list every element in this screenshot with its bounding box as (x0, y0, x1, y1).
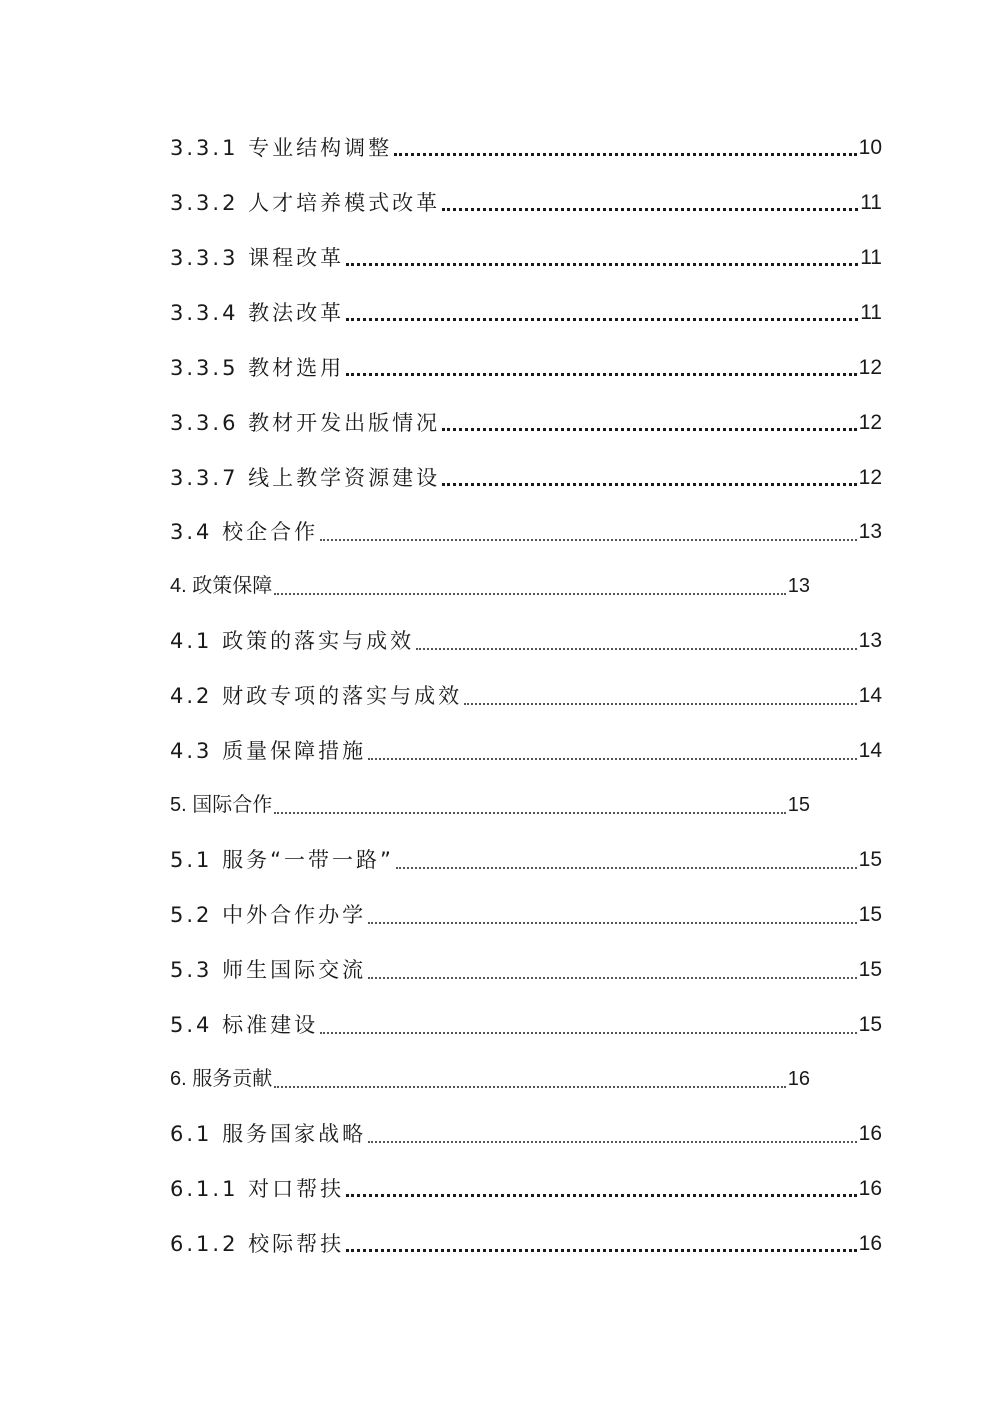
toc-entry[interactable] (170, 296, 882, 330)
toc-entry-label: 3.3.7 线上教学资源建设 (170, 466, 441, 490)
toc-entry-label: 3.3.4 教法改革 (170, 301, 345, 325)
toc-entry-label: 3.3.3 课程改革 (170, 246, 345, 270)
toc-entry-label: 5.4 标准建设 (170, 1013, 319, 1037)
toc-leader-dots (368, 977, 857, 979)
toc-entry-label: 3.4 校企合作 (170, 520, 319, 544)
toc-page-number: 13 (787, 575, 810, 597)
toc-entry-label: 5.3 师生国际交流 (170, 958, 367, 982)
toc-entry[interactable] (170, 1227, 882, 1261)
toc-leader-dots (416, 648, 857, 650)
toc-entry[interactable] (170, 241, 882, 275)
toc-leader-dots (320, 1032, 857, 1034)
toc-entry-label: 4. 政策保障 (170, 575, 273, 597)
toc-leader-dots (274, 593, 786, 595)
toc-page-number: 13 (858, 629, 882, 652)
toc-entry[interactable] (170, 186, 882, 220)
toc-entry[interactable] (170, 131, 882, 165)
toc-leader-dots (442, 428, 857, 431)
toc-page-number: 15 (858, 903, 882, 926)
toc-page-number: 11 (860, 301, 882, 324)
toc-page-number: 11 (860, 191, 882, 214)
toc-entry-label: 6. 服务贡献 (170, 1068, 273, 1090)
toc-entry-label: 5.2 中外合作办学 (170, 903, 367, 927)
toc-entry-label: 3.3.6 教材开发出版情况 (170, 411, 441, 435)
toc-leader-dots (346, 263, 858, 266)
toc-entry[interactable] (170, 1172, 882, 1206)
toc-page-number: 15 (858, 958, 882, 981)
toc-page-number: 15 (858, 848, 882, 871)
toc-entry-label: 5. 国际合作 (170, 794, 273, 816)
toc-entry[interactable] (170, 624, 882, 658)
toc-leader-dots (346, 373, 857, 376)
toc-leader-dots (346, 1249, 857, 1252)
toc-chapter-entry[interactable] (170, 788, 810, 822)
toc-leader-dots (320, 539, 857, 541)
toc-chapter-entry[interactable] (170, 1062, 810, 1096)
toc-page-number: 16 (858, 1177, 882, 1200)
toc-page-number: 12 (858, 356, 882, 379)
toc-page-number: 13 (858, 520, 882, 543)
toc-page-number: 16 (787, 1068, 810, 1090)
toc-entry-label: 3.3.2 人才培养模式改革 (170, 191, 441, 215)
toc-entry-label: 4.1 政策的落实与成效 (170, 629, 415, 653)
toc-entry[interactable] (170, 515, 882, 549)
toc-leader-dots (346, 318, 858, 321)
toc-page-number: 10 (858, 136, 882, 159)
toc-leader-dots (274, 812, 786, 814)
toc-leader-dots (274, 1086, 786, 1088)
toc-entry[interactable] (170, 679, 882, 713)
toc-entry-label: 4.2 财政专项的落实与成效 (170, 684, 463, 708)
toc-entry-label: 6.1.2 校际帮扶 (170, 1232, 345, 1256)
toc-leader-dots (464, 703, 857, 705)
toc-leader-dots (346, 1194, 857, 1197)
toc-entry-label: 4.3 质量保障措施 (170, 739, 367, 763)
toc-leader-dots (442, 208, 858, 211)
toc-page-number: 11 (860, 246, 882, 269)
toc-entry-label: 6.1.1 对口帮扶 (170, 1177, 345, 1201)
toc-entry[interactable] (170, 351, 882, 385)
toc-page-number: 15 (787, 794, 810, 816)
toc-entry[interactable] (170, 843, 882, 877)
toc-page-number: 15 (858, 1013, 882, 1036)
toc-page-number: 12 (858, 466, 882, 489)
toc-page-number: 12 (858, 411, 882, 434)
toc-leader-dots (368, 1141, 857, 1143)
toc-entry[interactable] (170, 734, 882, 768)
toc-leader-dots (394, 153, 857, 156)
toc-page-number: 16 (858, 1122, 882, 1145)
toc-entry-label: 3.3.5 教材选用 (170, 356, 345, 380)
toc-leader-dots (368, 758, 857, 760)
toc-entry-label: 6.1 服务国家战略 (170, 1122, 367, 1146)
toc-page-number: 16 (858, 1232, 882, 1255)
toc-entry-label: 3.3.1 专业结构调整 (170, 136, 393, 160)
toc-page-number: 14 (858, 739, 882, 762)
toc-leader-dots (442, 483, 857, 486)
toc-entry[interactable] (170, 461, 882, 495)
toc-leader-dots (368, 922, 857, 924)
toc-leader-dots (396, 867, 857, 869)
toc-page-number: 14 (858, 684, 882, 707)
toc-entry-label: 5.1 服务“一带一路” (170, 848, 394, 872)
toc-entry[interactable] (170, 953, 882, 987)
toc-entry[interactable] (170, 1008, 882, 1042)
toc-entry[interactable] (170, 1117, 882, 1151)
toc-chapter-entry[interactable] (170, 569, 810, 603)
toc-entry[interactable] (170, 406, 882, 440)
toc-entry[interactable] (170, 898, 882, 932)
